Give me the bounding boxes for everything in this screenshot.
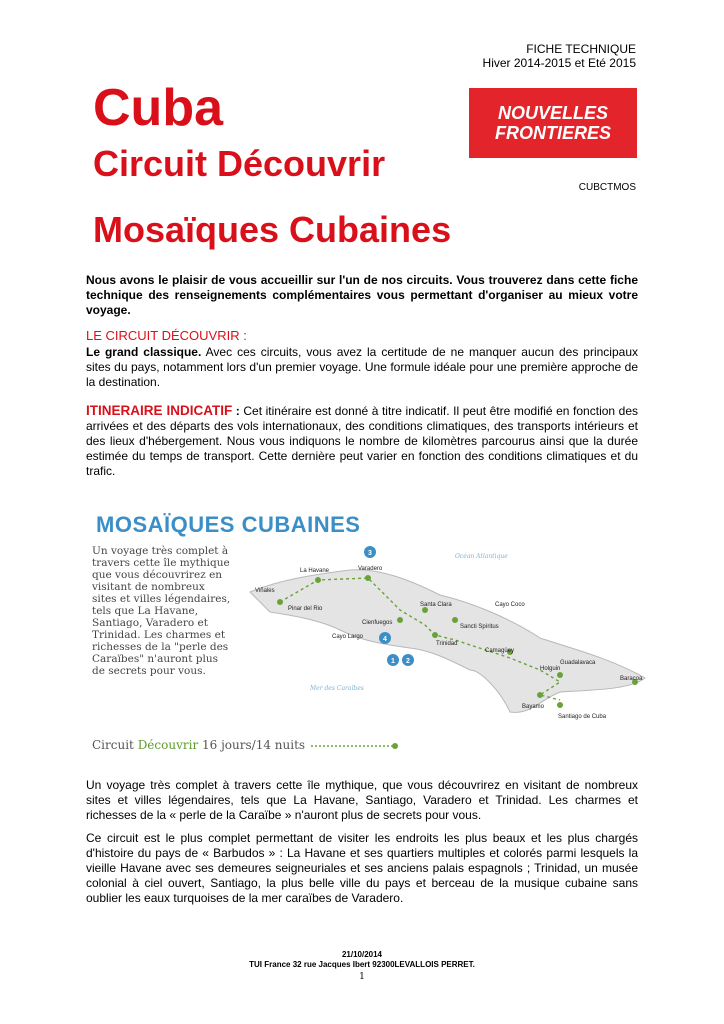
marker-1: 1 (391, 658, 395, 665)
section-decouvrir-title: LE CIRCUIT DÉCOUVRIR (86, 328, 240, 343)
label-holguin: Holguin (540, 666, 561, 672)
logo-line-1: NOUVELLES (497, 103, 608, 123)
intro-paragraph: Nous avons le plaisir de vous accueillir sur l'un de nos circuits. Vous trouverez dans cette fiche technique des renseignements complémentaires vous permettant d'organiser au mieux votre voyage. (86, 273, 638, 317)
logo-line-2: FRONTIERES (494, 123, 611, 143)
section-itineraire-title: ITINERAIRE INDICATIF (86, 403, 233, 418)
season-label: Hiver 2014-2015 et Eté 2015 (482, 56, 636, 70)
stop-holguin (557, 672, 563, 678)
dotted-arrow-icon (309, 742, 399, 750)
label-cayolargo: Cayo Largo (332, 634, 364, 640)
stop-cienfuegos (397, 617, 403, 623)
label-santaclara: Santa Clara (420, 602, 452, 608)
section-itineraire-body: Cet itinéraire est donné à titre indicatif. Il peut être modifié en fonction des arrivées et des départs des vols internationaux, des conditions climatiques, des transports intérieurs et des lieux d'hébergement. Nous vous indiquons le nombre de kilomètres parcourus ainsi que la durée estimée du temps de transport. Cette dernière peut varier en fonction des conditions climatiques et du trafic. (86, 404, 638, 478)
stop-santiago (557, 702, 563, 708)
footer-date: 21/10/2014 (341, 950, 383, 959)
cuba-route-map (240, 540, 660, 735)
label-santiago: Santiago de Cuba (558, 714, 607, 720)
circuit-duration-line (92, 738, 399, 752)
marker-2: 2 (406, 658, 410, 665)
section-decouvrir-lead: Le grand classique. (86, 345, 202, 359)
label-ocean: Océan Atlantique (455, 553, 508, 560)
document-reference (483, 42, 636, 70)
label-cayococo: Cayo Coco (495, 602, 525, 608)
label-pinar: Pinar del Rio (288, 606, 323, 612)
country-title: Cuba (93, 79, 223, 137)
section-decouvrir-body: Avec ces circuits, vous avez la certitude de ne manquer aucun des principaux sites du pays, notamment lors d'un premier voyage. Une formule idéale pour une première approche de la destination. (86, 345, 638, 389)
fiche-label: FICHE TECHNIQUE (526, 42, 636, 56)
description-paragraph-1: Un voyage très complet à travers cette île mythique, que vous découvrirez en visitant de nombreux sites et villes légendaires, tels que La Havane, Santiago, Varadero et Trinidad. Les charmes et richesses de la « perle de la Caraïbe » n'auront plus de secrets pour vous. (86, 778, 638, 822)
product-code: CUBCTMOS (578, 182, 636, 193)
section-decouvrir-text (86, 345, 638, 390)
circuit-title: Circuit Découvrir (93, 143, 386, 184)
marker-3: 3 (368, 550, 372, 557)
label-vinales: Viñales (255, 588, 275, 594)
map-caption: Un voyage très complet à travers cette île mythique que vous découvrirez en visitant de nombreux sites et villes légendaires, tels que La Havane, Santiago, Varadero et Trinidad. Les charmes et richesses de la "perle des Caraïbes" n'auront plus de secrets pour vous. (92, 545, 231, 677)
label-bayamo: Bayamo (522, 704, 545, 710)
label-varadero: Varadero (358, 566, 383, 572)
section-decouvrir-colon: : (239, 328, 247, 343)
marker-4: 4 (383, 636, 387, 643)
section-decouvrir-heading (86, 328, 247, 343)
label-trinidad: Trinidad (436, 641, 458, 647)
stop-trinidad (432, 632, 438, 638)
label-guadalavaca: Guadalavaca (560, 660, 596, 666)
stop-varadero (365, 575, 371, 581)
map-title: MOSAÏQUES CUBAINES (96, 512, 361, 537)
tour-title: Mosaïques Cubaines (93, 209, 452, 250)
circuit-duration: 16 jours/14 nuits (198, 738, 306, 752)
label-camaguey: Camagüey (485, 648, 515, 654)
stop-vinales (277, 599, 283, 605)
stop-havane (315, 577, 321, 583)
circuit-prefix: Circuit (92, 738, 138, 752)
footer-address: TUI France 32 rue Jacques Ibert 92300LEVALLOIS PERRET. (249, 960, 475, 969)
section-itineraire (86, 403, 638, 479)
label-havane: La Havane (300, 568, 330, 574)
description-paragraph-2: Ce circuit est le plus complet permettant de visiter les endroits les plus beaux et les plus chargés d'histoire du pays de « Barbudos » : La Havane et ses quartiers multiples et colorés parmi lesquels la vieille Havane avec ses demeures seigneuriales et ses anciens palais espagnols ; Trinidad, un musée colonial à ciel ouvert, Santiago, la plus belle ville du pays et berceau de la musique cubaine sans oublier les eaux turquoises de la mer caraïbes de Varadero. (86, 831, 638, 905)
label-sancti: Sancti Spíritus (460, 624, 499, 630)
stop-bayamo (537, 692, 543, 698)
circuit-type: Découvrir (137, 738, 199, 752)
section-itineraire-colon: : (232, 404, 240, 418)
label-mer: Mer des Caraïbes (310, 685, 364, 692)
stop-sancti (452, 617, 458, 623)
nouvelles-frontieres-logo (469, 88, 637, 158)
page-number: 1 (359, 972, 365, 982)
label-baracoa: Baracoa (620, 676, 643, 682)
label-cienfuegos: Cienfuegos (362, 620, 393, 626)
